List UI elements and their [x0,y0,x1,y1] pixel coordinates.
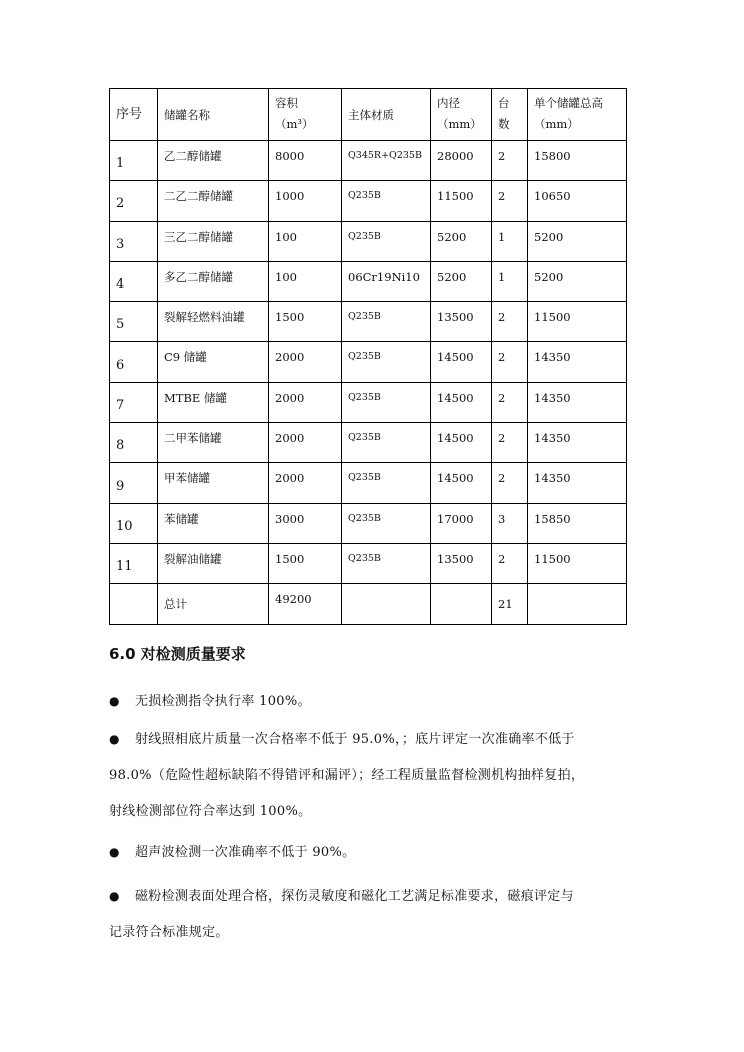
table-row [110,503,627,543]
row-count: 1 [492,261,528,301]
row-volume: 2000 [269,382,342,422]
row-diameter: 13500 [431,543,492,583]
table-row [110,463,627,503]
row-index: 5 [110,302,158,342]
header-height-label: 单个储罐总高 [534,96,603,110]
row-count: 2 [492,382,528,422]
row-index: 3 [110,221,158,261]
bullet-icon: ● [109,845,120,859]
row-index: 1 [110,141,158,181]
row-material: Q235B [342,503,431,543]
row-diameter: 5200 [431,261,492,301]
row-index: 9 [110,463,158,503]
row-volume: 3000 [269,503,342,543]
row-material: Q235B [342,342,431,382]
row-name: 甲苯储罐 [158,463,269,503]
row-material: Q235B [342,302,431,342]
row-count: 3 [492,503,528,543]
header-volume-unit: （m³） [275,117,314,131]
row-index: 11 [110,543,158,583]
row-name: 裂解油储罐 [158,543,269,583]
header-height-unit: （mm） [534,117,579,131]
row-height: 14350 [528,382,627,422]
row-material: Q235B [342,543,431,583]
row-height: 15800 [528,141,627,181]
row-volume: 1500 [269,543,342,583]
row-count: 2 [492,423,528,463]
total-count: 21 [492,584,528,624]
header-material: 主体材质 [342,89,431,141]
table-row [110,543,627,583]
row-volume: 8000 [269,141,342,181]
row-height: 10650 [528,181,627,221]
requirement-3 [109,834,639,871]
row-height: 11500 [528,543,627,583]
row-count: 2 [492,543,528,583]
header-diameter-unit: （mm） [437,117,482,131]
header-index: 序号 [110,89,158,141]
section-heading: 6.0 对检测质量要求 [109,645,246,663]
row-height: 11500 [528,302,627,342]
total-material [342,584,431,624]
row-diameter: 5200 [431,221,492,261]
row-diameter: 14500 [431,382,492,422]
row-diameter: 14500 [431,423,492,463]
row-diameter: 17000 [431,503,492,543]
row-height: 14350 [528,423,627,463]
row-name: 多乙二醇储罐 [158,261,269,301]
row-index: 4 [110,261,158,301]
row-name: 苯储罐 [158,503,269,543]
row-diameter: 13500 [431,302,492,342]
header-count-label-1: 台 [498,96,510,110]
row-volume: 1000 [269,181,342,221]
row-index: 7 [110,382,158,422]
total-diameter [431,584,492,624]
header-diameter [431,89,492,141]
row-name: MTBE 储罐 [158,382,269,422]
requirement-3-text: 超声波检测一次准确率不低于 90%。 [135,845,356,860]
row-height: 14350 [528,342,627,382]
row-index: 8 [110,423,158,463]
row-count: 2 [492,141,528,181]
row-height: 14350 [528,463,627,503]
header-name: 储罐名称 [158,89,269,141]
header-volume [269,89,342,141]
row-volume: 100 [269,221,342,261]
header-volume-label: 容积 [275,96,298,110]
requirement-4-line-2: 记录符合标准规定。 [109,925,229,940]
row-diameter: 28000 [431,141,492,181]
row-material: Q235B [342,221,431,261]
row-name: C9 储罐 [158,342,269,382]
row-diameter: 14500 [431,463,492,503]
row-count: 2 [492,342,528,382]
header-count [492,89,528,141]
bullet-icon: ● [109,694,120,708]
row-height: 15850 [528,503,627,543]
row-name: 乙二醇储罐 [158,141,269,181]
requirement-1-text: 无损检测指令执行率 100%。 [135,694,311,709]
row-index: 10 [110,503,158,543]
row-material: Q235B [342,423,431,463]
row-index: 6 [110,342,158,382]
bullet-icon: ● [109,732,120,746]
total-volume: 49200 [269,584,342,624]
row-volume: 2000 [269,463,342,503]
row-material: Q235B [342,463,431,503]
table-row [110,221,627,261]
row-material: Q345R+Q235B [342,141,431,181]
row-name: 二乙二醇储罐 [158,181,269,221]
storage-tank-table [109,88,627,625]
table-row [110,423,627,463]
total-index [110,584,158,624]
table-row [110,382,627,422]
table-header-row [110,89,627,141]
row-count: 1 [492,221,528,261]
table-row [110,261,627,301]
row-count: 2 [492,302,528,342]
row-height: 5200 [528,261,627,301]
table-row [110,342,627,382]
table-row [110,302,627,342]
requirement-1 [109,683,639,720]
row-count: 2 [492,463,528,503]
row-material: Q235B [342,181,431,221]
requirement-4-line-1: 磁粉检测表面处理合格，探伤灵敏度和磁化工艺满足标准要求，磁痕评定与 [135,889,574,904]
row-volume: 1500 [269,302,342,342]
row-name: 三乙二醇储罐 [158,221,269,261]
header-diameter-label: 内径 [437,96,460,110]
row-diameter: 14500 [431,342,492,382]
row-volume: 100 [269,261,342,301]
requirement-2-line-1: 射线照相底片质量一次合格率不低于 95.0%，；底片评定一次准确率不低于 [135,732,575,747]
row-index: 2 [110,181,158,221]
header-count-label-2: 数 [498,117,510,131]
table-row [110,141,627,181]
row-volume: 2000 [269,342,342,382]
requirement-2-line-3: 射线检测部位符合率达到 100%。 [109,804,312,819]
table-row [110,181,627,221]
row-material: 06Cr19Ni10 [342,261,431,301]
row-height: 5200 [528,221,627,261]
row-count: 2 [492,181,528,221]
row-name: 裂解轻燃料油罐 [158,302,269,342]
table-total-row [110,584,627,624]
row-name: 二甲苯储罐 [158,423,269,463]
bullet-icon: ● [109,889,120,903]
row-material: Q235B [342,382,431,422]
row-diameter: 11500 [431,181,492,221]
requirement-4 [109,878,639,951]
row-volume: 2000 [269,423,342,463]
requirement-2 [109,721,639,830]
total-height [528,584,627,624]
total-label: 总计 [158,584,269,624]
requirement-2-line-2: 98.0%（危险性超标缺陷不得错评和漏评）；经工程质量监督检测机构抽样复拍， [109,768,585,783]
header-height [528,89,627,141]
